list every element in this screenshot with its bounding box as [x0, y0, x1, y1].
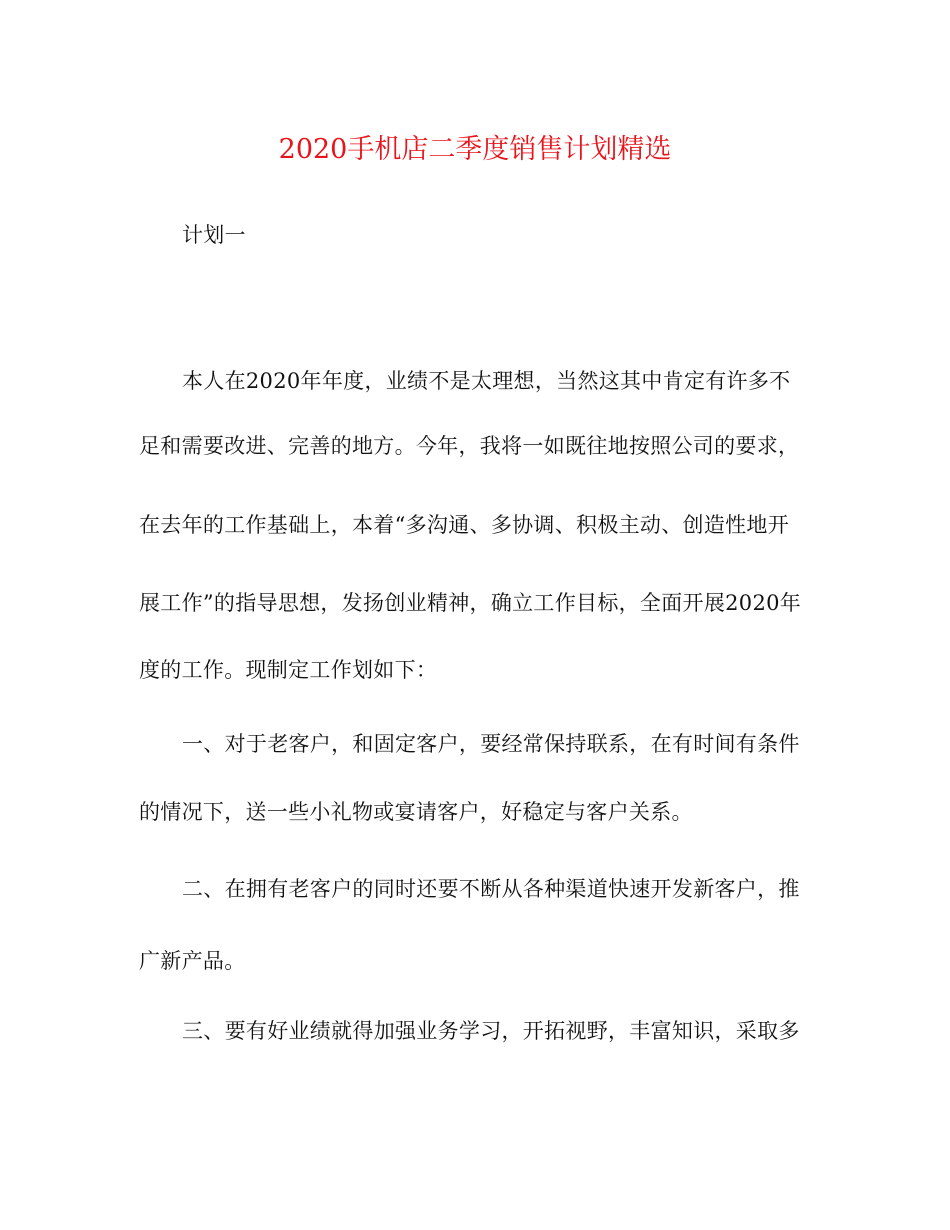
paragraph-line: 本人在2020年年度，业绩不是太理想，当然这其中肯定有许多不 [182, 369, 791, 393]
paragraph-line: 一、对于老客户，和固定客户，要经常保持联系，在有时间有条件 [182, 732, 800, 756]
section-heading: 计划一 [182, 223, 246, 247]
paragraph-line: 足和需要改进、完善的地方。今年，我将一如既往地按照公司的要求， [139, 434, 800, 458]
paragraph-line: 三、要有好业绩就得加强业务学习，开拓视野，丰富知识，采取多 [182, 1019, 800, 1043]
paragraph-line: 度的工作。现制定工作划如下： [139, 658, 438, 682]
paragraph-line: 在去年的工作基础上，本着“多沟通、多协调、积极主动、创造性地开 [139, 513, 790, 537]
document-title: 2020手机店二季度销售计划精选 [278, 134, 672, 165]
paragraph-line: 的情况下，送一些小礼物或宴请客户，好稳定与客户关系。 [139, 800, 693, 824]
paragraph-line: 二、在拥有老客户的同时还要不断从各种渠道快速开发新客户，推 [182, 877, 800, 901]
paragraph-line: 广新产品。 [139, 949, 246, 973]
paragraph-line: 展工作”的指导思想，发扬创业精神，确立工作目标，全面开展2020年 [139, 591, 802, 615]
